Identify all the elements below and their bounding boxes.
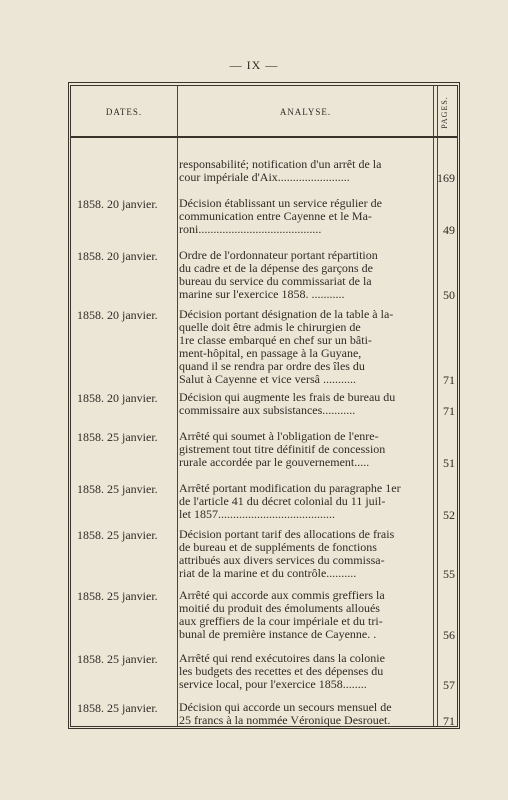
entry-analysis-line: Décision qui augmente les frais de bureau du [179,391,396,404]
header-analyse: ANALYSE. [279,107,332,117]
index-table [68,82,460,729]
entry-analysis-line: Arrêté qui rend exécutoires dans la colonie [179,652,385,665]
entry-page-number: 55 [443,567,455,581]
entry-analysis [179,652,429,691]
entry-page-number: 56 [443,628,455,642]
entry-analysis-line: responsabilité; notification d'un arrêt de la [179,158,382,171]
entry-date: 1858. 25 janvier. [77,430,158,444]
entry-analysis-line: de l'article 41 du décret colonial du 11 juil- [179,495,386,508]
entry-analysis [179,430,429,469]
entry-analysis-line: de bureau et de suppléments de fonctions [179,541,377,554]
entry-analysis-line: quand il se rendra par ordre des îles du [179,360,365,373]
entry-analysis-line: Décision établissant un service régulier de [179,197,382,210]
entry-page-number: 71 [443,714,455,728]
entry-analysis-line: riat de la marine et du contrôle.......... [179,567,357,580]
entry-analysis-line: Décision qui accorde un secours mensuel de [179,701,392,714]
entry-analysis-line: aux greffiers de la cour impériale et du tri- [179,615,383,628]
entry-analysis-line: ment-hôpital, en passage à la Guyane, [179,347,362,360]
header-pages: PAGES. [439,95,449,129]
entry-analysis-line: let 1857....................................... [179,508,335,521]
entry-date: 1858. 20 janvier. [77,197,158,211]
entry-analysis-line: gistrement tout titre définitif de concession [179,443,386,456]
entry-date: 1858. 25 janvier. [77,652,158,666]
entry-analysis-line: bunal de première instance de Cayenne. . [179,628,377,641]
entry-analysis [179,197,429,236]
entry-analysis [179,589,429,641]
entry-page-number: 50 [443,288,455,302]
entry-analysis [179,158,429,184]
entry-analysis-line: Décision portant tarif des allocations de frais [179,528,395,541]
entry-page-number: 57 [443,678,455,692]
entry-date: 1858. 20 janvier. [77,249,158,263]
entry-page-number: 51 [443,456,455,470]
entry-analysis-line: Décision portant désignation de la table à la- [179,308,394,321]
entry-analysis-line: service local, pour l'exercice 1858........ [179,678,367,691]
entry-page-number: 49 [443,223,455,237]
entry-analysis-line: les budgets des recettes et des dépenses du [179,665,384,678]
entry-analysis-line: du cadre et de la dépense des garçons de [179,262,373,275]
entry-page-number: 71 [443,373,455,387]
entry-analysis-line: marine sur l'exercice 1858. ........... [179,288,345,301]
entry-page-number: 52 [443,508,455,522]
entry-date: 1858. 25 janvier. [77,482,158,496]
entry-date: 1858. 25 janvier. [77,528,158,542]
entry-date: 1858. 20 janvier. [77,391,158,405]
entry-analysis [179,528,429,580]
entry-analysis-line: 1re classe embarqué en chef sur un bâti- [179,334,372,347]
entry-analysis-line: Arrêté portant modification du paragraphe 1er [179,482,401,495]
entry-date: 1858. 25 janvier. [77,701,158,715]
entry-analysis-line: rurale accordée par le gouvernement..... [179,456,370,469]
entry-analysis-line: Arrêté qui soumet à l'obligation de l'enre- [179,430,379,443]
entry-date: 1858. 20 janvier. [77,308,158,322]
entry-analysis-line: 25 francs à la nommée Véronique Desrouet. [179,714,391,727]
entry-analysis-line: commissaire aux subsistances........... [179,404,356,417]
header-pages-cell [433,92,455,132]
entry-analysis-line: Salut à Cayenne et vice versâ ........... [179,373,356,386]
column-rule-dates [177,86,178,726]
page-folio: — IX — [229,58,279,72]
entry-analysis-line: Arrêté qui accorde aux commis greffiers la [179,589,385,602]
header-dates: DATES. [105,107,143,117]
table-header [71,86,457,138]
entry-analysis-line: attribués aux divers services du commissa- [179,554,385,567]
entry-analysis-line: cour impériale d'Aix........................ [179,171,350,184]
entry-page-number: 71 [443,404,455,418]
entry-analysis-line: quelle doit être admis le chirurgien de [179,321,361,334]
entry-analysis-line: moitié du produit des émoluments alloués [179,602,380,615]
entry-analysis [179,701,429,727]
entry-analysis-line: roni......................................... [179,223,322,236]
entry-page-number: 169 [437,171,455,185]
entry-analysis [179,391,429,417]
entry-analysis-line: bureau du service du commissariat de la [179,275,372,288]
entry-analysis-line: communication entre Cayenne et le Ma- [179,210,372,223]
entry-analysis [179,482,429,521]
entry-date: 1858. 25 janvier. [77,589,158,603]
entry-analysis [179,308,429,386]
entry-analysis [179,249,429,301]
entry-analysis-line: Ordre de l'ordonnateur portant répartition [179,249,378,262]
